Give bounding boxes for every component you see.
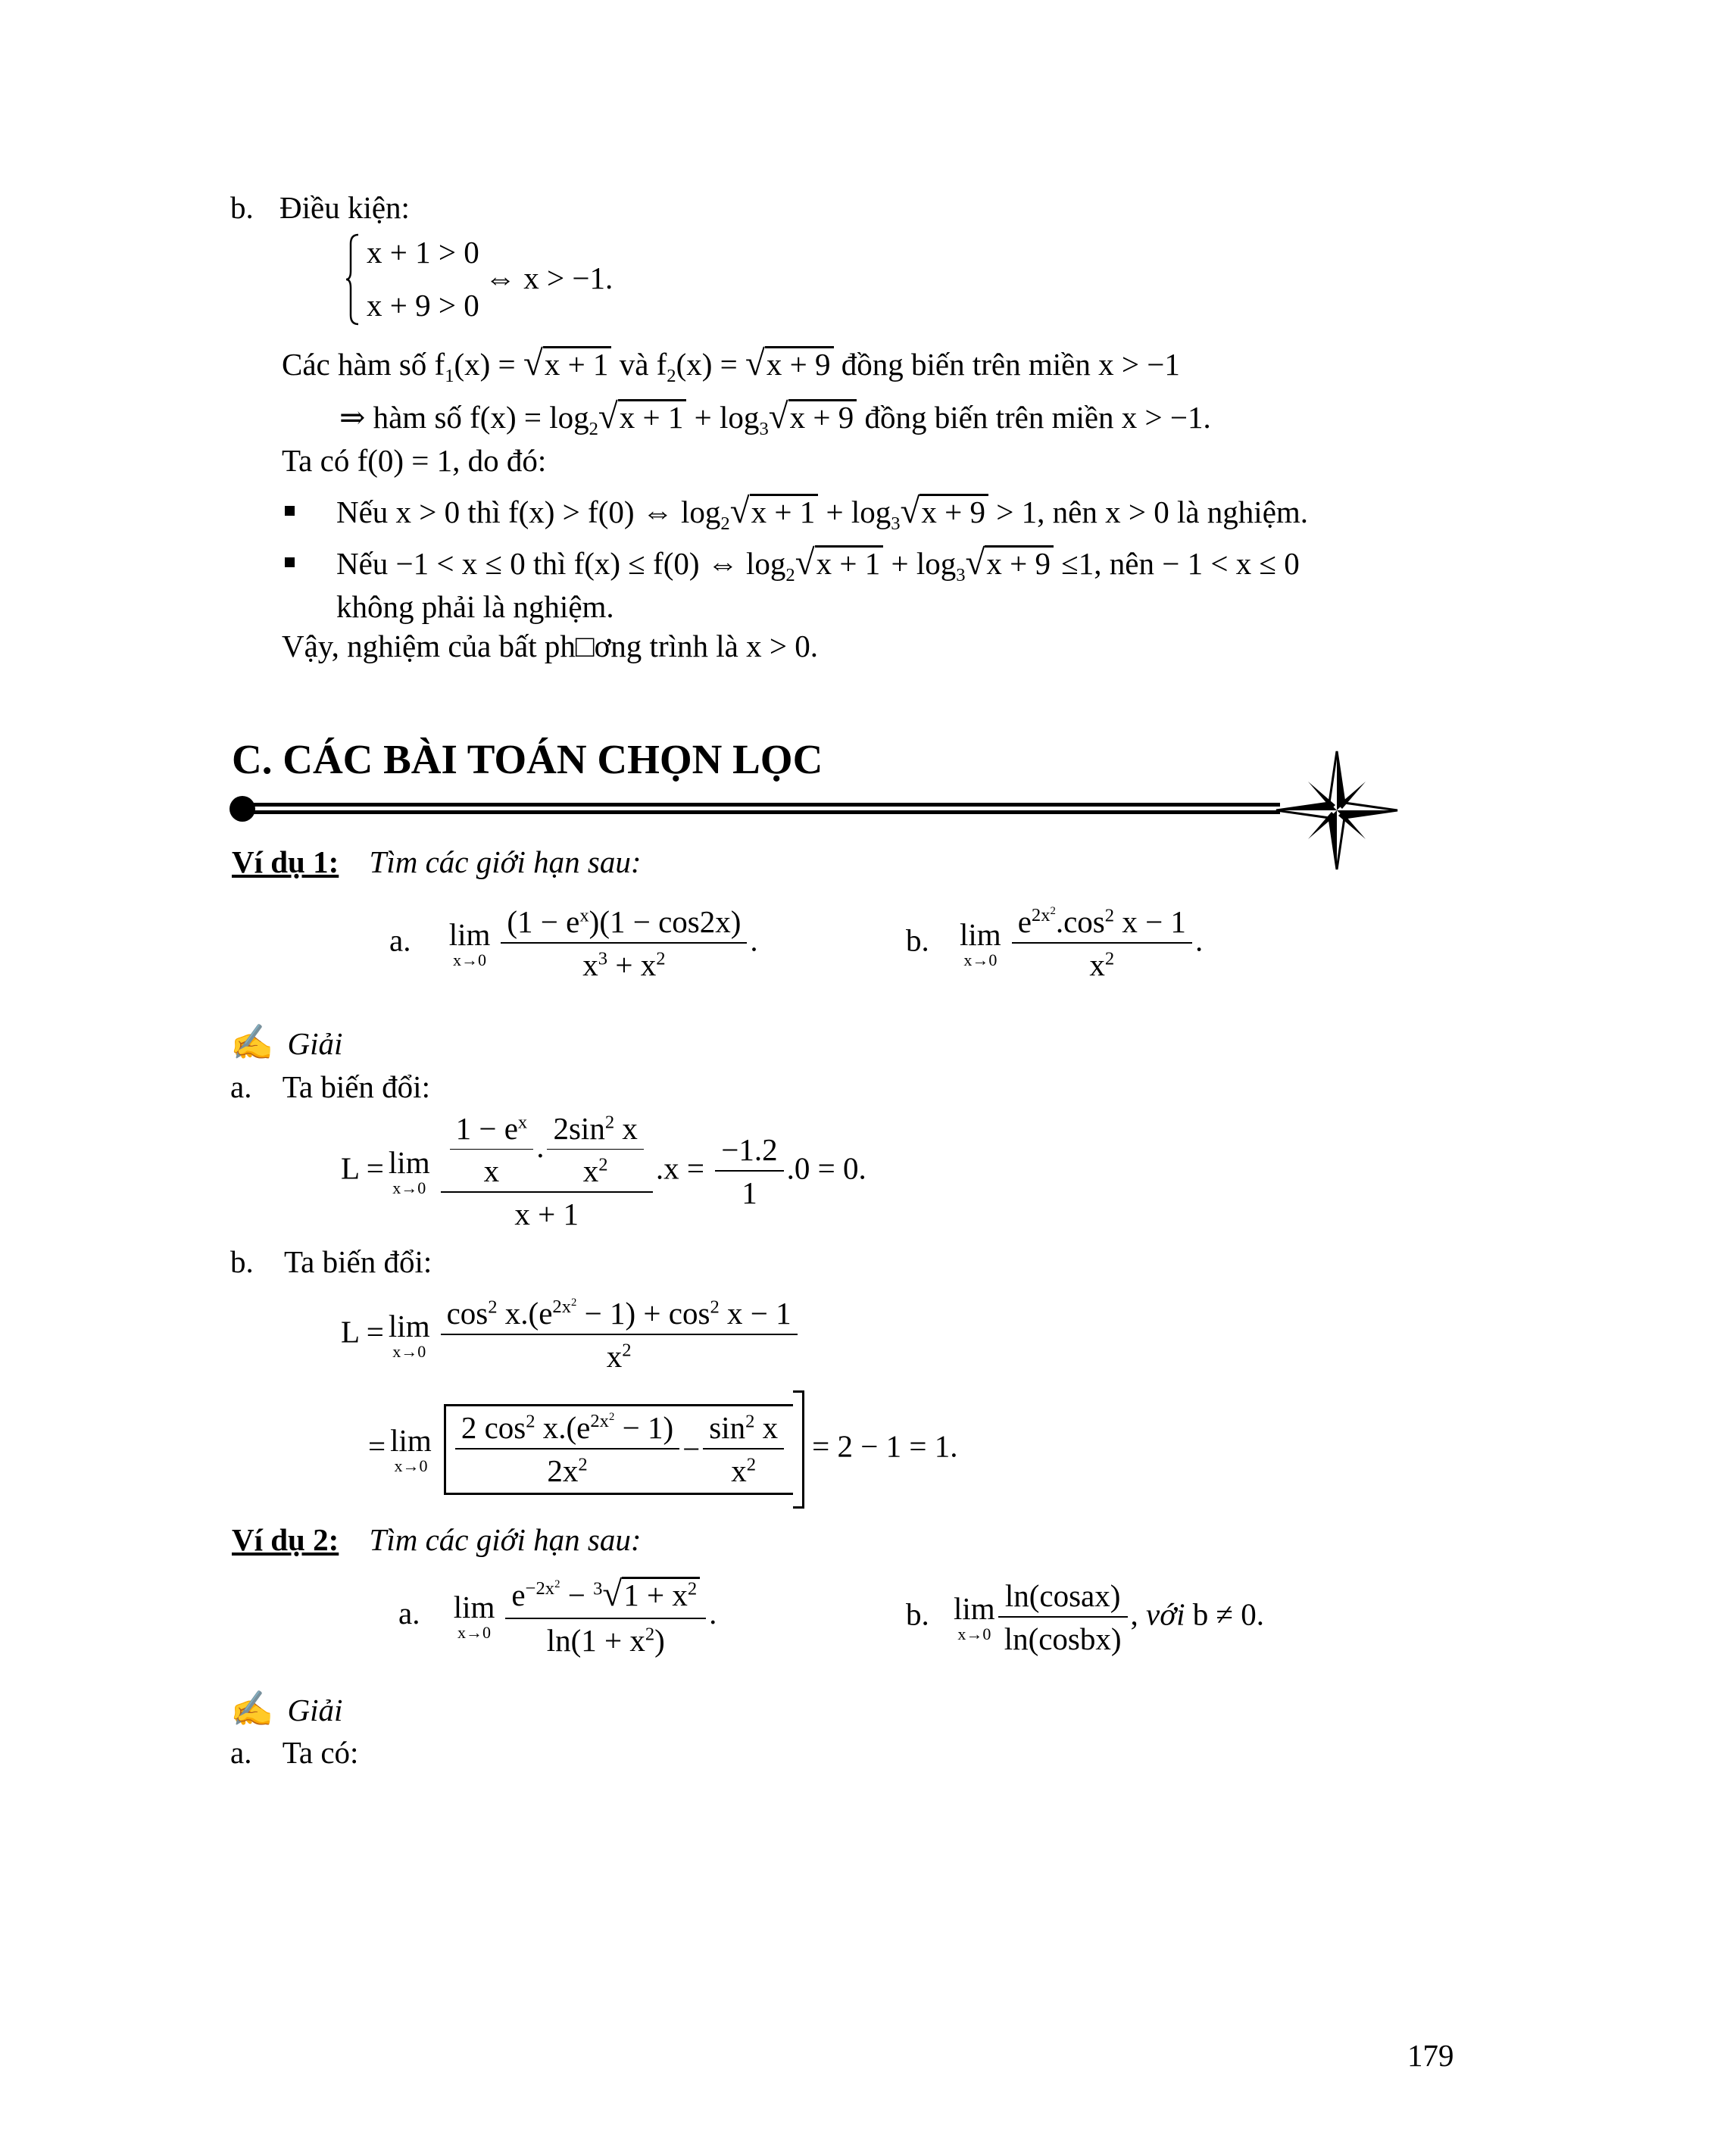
t: x − 1 [719,1296,792,1331]
f0-line: Ta có f(0) = 1, do đó: [282,443,547,478]
subscript: 1 [445,366,454,387]
denominator [1083,944,1120,982]
bullet-icon [285,506,295,516]
t: với [1146,1596,1185,1632]
t: )(1 − cos2x) [589,904,742,939]
limit [954,1590,995,1643]
sup: 2 [622,1340,632,1361]
radical-icon [745,347,765,382]
text: + log [883,546,957,581]
sup: 2 [746,1454,757,1475]
lim: lim [453,1589,495,1624]
cube-root [593,1575,700,1615]
limit [390,1422,432,1475]
radicand: x + 1 [618,399,687,434]
lim: lim [388,1144,430,1180]
t: + x [607,947,657,983]
t: x.(e [497,1296,553,1331]
t: x [606,1339,623,1375]
lim-sub: x→0 [394,1456,428,1475]
t: L = [341,1314,384,1350]
solution-label: Giải [287,1026,343,1061]
lim-sub: x→0 [392,1341,426,1361]
t: . [536,1129,545,1164]
item-label: a. [230,1069,252,1104]
fraction [547,1112,643,1188]
numerator [547,1112,643,1150]
numerator [441,1112,653,1193]
solution-1b-formula-2 [368,1390,958,1509]
t: e [511,1577,526,1612]
bracket-expression [444,1404,793,1495]
t: .x = [655,1150,704,1186]
example-label: Ví dụ 2: [232,1522,339,1557]
compass-star-icon [1272,750,1401,871]
subscript: 2 [785,565,795,586]
solution-1-header [230,1024,342,1063]
subscript: 3 [759,419,769,440]
t: − [560,1577,594,1612]
fraction [1012,905,1192,982]
limit [453,1589,495,1642]
sup: 2 [554,1578,560,1591]
t: b ≠ 0. [1185,1596,1265,1632]
subscript: 3 [956,565,966,586]
t: .0 = 0. [786,1150,866,1186]
numerator [455,1411,679,1450]
limit [388,1308,430,1361]
radicand: x + 1 [543,346,612,381]
t: Ta có: [282,1735,359,1770]
solution-label: Giải [287,1693,343,1727]
t: x [1089,947,1105,983]
sup: 2 [598,1154,608,1175]
sup: 2 [526,1411,535,1432]
t: Ta biến đổi: [284,1244,432,1279]
monotonic-line [282,345,1180,387]
denominator [725,1450,762,1488]
solution-1b-formula-1 [341,1297,801,1374]
limit [448,916,491,969]
solution-1a-formula [341,1112,866,1231]
bullet-1 [336,492,1309,535]
numerator [1012,905,1192,944]
sup: 2 [488,1297,498,1318]
part-b-heading [230,191,410,225]
fraction [455,1411,679,1488]
pencil-writing-icon [230,1026,273,1061]
pencil-writing-icon [230,1693,273,1727]
solution-2a-intro [230,1736,358,1770]
radical-icon [795,546,815,581]
conclusion: Vậy, nghiệm của bất ph□ơng trình là x > 0. [282,629,818,663]
radicand: x + 9 [920,494,988,529]
t: (1 − e [507,904,580,939]
numerator: −1.2 [715,1133,783,1172]
radicand: x + 1 [750,494,819,529]
sup: 2 [645,1624,655,1645]
denominator [576,944,671,982]
t: − 1) [614,1409,674,1445]
lim: lim [448,916,491,952]
lim-sub: x→0 [392,1178,426,1197]
t: = 2 − 1 = 1. [812,1428,958,1464]
sqrt [730,492,819,532]
t: . [709,1595,717,1631]
text: (x) = [454,347,523,382]
solution-1a-intro [230,1070,430,1104]
fraction [505,1575,706,1658]
t: x [582,1153,599,1189]
subscript: 3 [891,513,901,535]
t: sin [709,1409,746,1445]
sup: 2 [687,1578,698,1599]
sup: 2 [1050,905,1056,918]
heading-text: Điều kiện: [279,190,410,225]
text: Nếu −1 < x ≤ 0 thì f(x) ≤ f(0) ⇔ log [336,546,786,581]
subscript: 2 [589,419,598,440]
text: ≤1, nên − 1 < x ≤ 0 [1054,546,1300,581]
t: 2 cos [461,1409,526,1445]
radicand [622,1577,700,1612]
sqrt [769,398,857,437]
t: x − 1 [1114,904,1186,939]
radical-icon [730,495,750,529]
fraction [501,905,747,982]
bullet-2-continuation: không phải là nghiệm. [336,589,614,624]
denominator: x + 1 [514,1197,579,1232]
radicand: x + 1 [815,545,884,580]
denominator: 1 [742,1175,757,1211]
sup: 2 [745,1411,755,1432]
t: Ta biến đổi: [282,1069,430,1104]
example-1-header [232,845,642,879]
t: x [731,1453,747,1488]
t: . [1194,922,1204,958]
denominator [541,1619,671,1658]
t: ) [654,1622,665,1658]
sup: x [517,1112,528,1133]
sup: 2 [604,1112,615,1133]
t: .cos [1055,904,1105,939]
sup: 2 [608,1411,615,1424]
t: x [614,1111,638,1146]
sqrt [795,544,884,583]
item-label: a. [389,922,411,958]
t: e [1017,904,1032,939]
brace-icon [345,233,361,326]
implication-line [339,398,1211,440]
right-bracket [793,1390,804,1509]
example-2b [906,1579,1264,1656]
lim-sub: x→0 [453,950,487,969]
condition-2: x + 9 > 0 [367,288,479,323]
example-label: Ví dụ 1: [232,844,339,879]
sup: 2 [710,1297,720,1318]
numerator [441,1297,798,1335]
text: và f [611,347,667,382]
t: = [368,1428,386,1464]
part-label: b. [230,190,254,225]
subscript: 2 [667,366,676,387]
lim-sub: x→0 [963,950,998,969]
radical-icon [769,400,788,435]
example-1a [389,905,758,982]
text: (x) = [676,347,746,382]
item-label: b. [230,1244,254,1279]
sup: 2 [1104,948,1115,969]
text: Nếu x > 0 thì f(x) > f(0) ⇔ log [336,495,721,529]
solution-2-header [230,1690,342,1729]
sqrt [966,544,1054,583]
item-label: a. [230,1735,252,1770]
limit [960,916,1001,969]
bullet-2 [336,544,1300,586]
lim: lim [954,1590,995,1626]
radicand: x + 9 [788,399,857,434]
sup: 2 [656,948,666,969]
sup: 2 [571,1297,577,1309]
denominator [577,1150,614,1188]
condition-1: x + 1 > 0 [367,235,479,270]
sup: 2 [578,1454,588,1475]
sqrt [598,398,687,437]
radical-icon [966,546,985,581]
lim: lim [388,1308,430,1343]
t: − [682,1431,701,1467]
solution-1b-intro [230,1245,432,1279]
radicand: x + 9 [985,545,1054,580]
t: ln(1 + x [546,1622,645,1658]
t: L = [341,1150,384,1186]
radical-icon [598,400,618,435]
numerator [505,1575,706,1619]
fraction [998,1579,1128,1656]
t: x.(e [535,1409,591,1445]
sup: 2 [1104,905,1115,926]
item-label: b. [906,922,929,958]
radical-icon [602,1577,622,1612]
denominator [541,1450,593,1488]
radical-icon [901,495,920,529]
subscript: 2 [720,513,730,535]
numerator: ln(cosax) [998,1579,1128,1618]
t: 1 − e [455,1111,518,1146]
denominator: x [483,1153,500,1189]
fraction [441,1112,653,1231]
denominator [601,1335,638,1374]
sqrt [523,345,612,384]
section-title: C. CÁC BÀI TOÁN CHỌN LỌC [232,736,823,782]
text: đồng biến trên miền x > −1 [833,347,1180,382]
example-task: Tìm các giới hạn sau: [369,1522,642,1557]
text: > 1, nên x > 0 là nghiệm. [988,495,1309,529]
example-2-header [232,1523,642,1557]
bullet-icon [285,557,295,567]
sup: x [579,905,589,926]
t: − 1) + cos [576,1296,710,1331]
numerator [501,905,747,944]
root-index: 3 [593,1578,603,1599]
text: + log [818,495,891,529]
t: x [582,947,598,983]
section-rule [226,794,1286,824]
text: Các hàm số f [282,347,445,382]
fraction [441,1297,798,1374]
radicand: x + 9 [765,346,834,381]
condition-result: ⇔ x > −1. [485,261,614,295]
example-task: Tìm các giới hạn sau: [369,844,642,879]
fraction [715,1133,783,1210]
lim-sub: x→0 [957,1624,991,1643]
lim: lim [390,1422,432,1458]
item-label: a. [398,1595,420,1631]
fraction [703,1411,784,1488]
t: . [750,922,758,958]
numerator [703,1411,784,1450]
t: x [754,1409,779,1445]
text: đồng biến trên miền x > −1. [857,400,1211,435]
sqrt [745,345,834,384]
page-number: 179 [1407,2038,1454,2073]
fraction [450,1112,534,1188]
t: cos [446,1296,489,1331]
text: + log [686,400,760,435]
example-1b [906,905,1203,982]
denominator: ln(cosbx) [1004,1621,1122,1657]
t: , [1130,1596,1147,1632]
t: 2sin [553,1111,605,1146]
example-2a [398,1575,717,1658]
numerator [450,1112,534,1150]
sup: 2x [552,1297,571,1318]
sup: −2x [525,1578,555,1599]
t: 1 + x [623,1577,688,1612]
sup: 3 [598,948,608,969]
text: ⇒ hàm số f(x) = log [339,400,589,435]
sqrt [901,492,989,532]
limit [388,1144,430,1197]
lim-sub: x→0 [457,1622,492,1642]
radical-icon [523,347,543,382]
item-label: b. [906,1596,929,1632]
lim: lim [960,916,1001,952]
sup: 2x [590,1411,609,1432]
sup: 2x [1031,905,1051,926]
t: 2x [547,1453,579,1488]
